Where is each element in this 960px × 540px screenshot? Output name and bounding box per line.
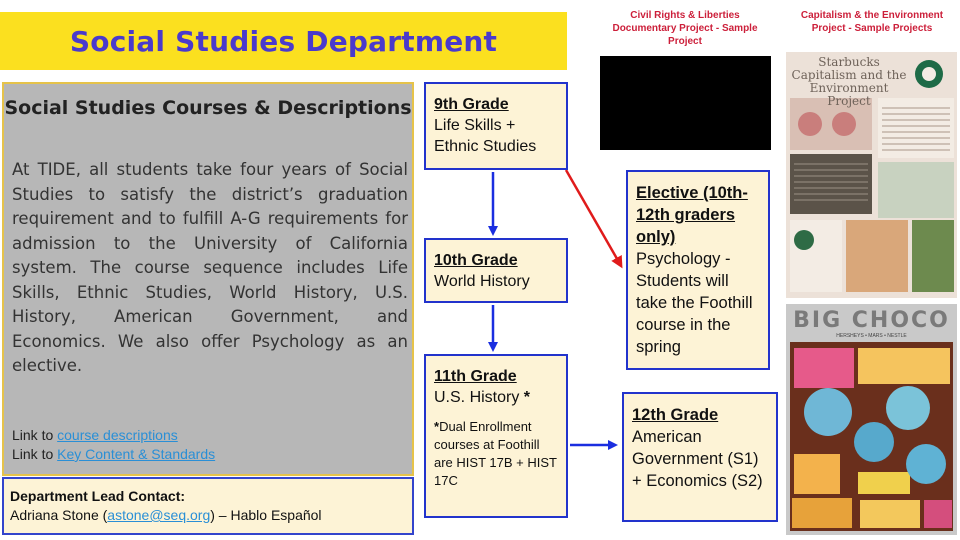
caption-documentary: Civil Rights & Liberties Documentary Project - Sample Project <box>612 10 758 47</box>
grade-10-box <box>424 238 568 303</box>
grade-12-body: American Government (S1) + Economics (S2) <box>632 428 763 490</box>
grade-11-box <box>424 354 568 518</box>
caption-capitalism: Capitalism & the Environment Project - Sample Projects <box>800 10 944 34</box>
elective-box <box>626 170 770 370</box>
starbucks-poster-image[interactable] <box>786 52 957 298</box>
course-descriptions-link[interactable]: course descriptions <box>57 427 178 443</box>
grade-10-line1: World History <box>434 273 530 290</box>
grade-11-star: * <box>523 389 531 406</box>
grade-9-box <box>424 82 568 170</box>
documentary-video-thumbnail[interactable] <box>600 56 771 150</box>
grade-12-box <box>622 392 778 522</box>
big-choco-poster-title: BIG CHOCO <box>793 308 950 333</box>
courses-heading-text: Social Studies Courses & Descriptions <box>4 97 412 119</box>
contact-name: Adriana Stone ( <box>10 507 108 523</box>
grade-11-line1 <box>434 387 558 408</box>
grade-11-course: U.S. History <box>434 389 524 406</box>
grade-11-note <box>434 418 558 490</box>
contact-suffix: ) – Hablo Español <box>210 507 322 523</box>
key-content-standards-link[interactable]: Key Content & Standards <box>57 446 216 462</box>
elective-body: Psychology - Students will take the Foothill course in the spring <box>636 250 753 356</box>
elective-title: Elective (10th-12th graders only) <box>636 184 748 246</box>
arrow-9-to-elective <box>566 170 620 264</box>
grade-9-line2: Ethnic Studies <box>434 138 537 155</box>
courses-description: At TIDE, all students take four years of Social Studies to satisfy the district’s graduation requirement and to fulfill A-G requirements for admission to the University of California system. The course sequence includes Life Skills, Ethnic Studies, World History, U.S. History, American Government, and Economics. We also offer Psychology as an elective. <box>12 160 408 375</box>
note-text: Dual Enrollment courses at Foothill are HIST 17B + HIST 17C <box>434 419 557 488</box>
contact-label: Department Lead Contact: <box>10 488 186 504</box>
grade-9-line1: Life Skills + <box>434 117 516 134</box>
page-title: Social Studies Department <box>69 24 498 58</box>
grade-11-title: 11th Grade <box>434 368 517 385</box>
big-choco-poster-image[interactable] <box>786 304 957 535</box>
grade-12-title: 12th Grade <box>632 406 719 424</box>
contact-email-link[interactable]: astone@seq.org <box>107 507 211 523</box>
grade-9-title: 9th Grade <box>434 96 509 113</box>
link-prefix: Link to <box>12 446 58 462</box>
big-choco-poster-subtitle: HERSHEYS • MARS • NESTLE <box>836 333 907 339</box>
link-prefix: Link to <box>12 427 58 443</box>
grade-10-title: 10th Grade <box>434 252 518 269</box>
starbucks-poster-title: Starbucks Capitalism and the Environment Project <box>791 55 907 108</box>
note-star: * <box>434 419 440 434</box>
